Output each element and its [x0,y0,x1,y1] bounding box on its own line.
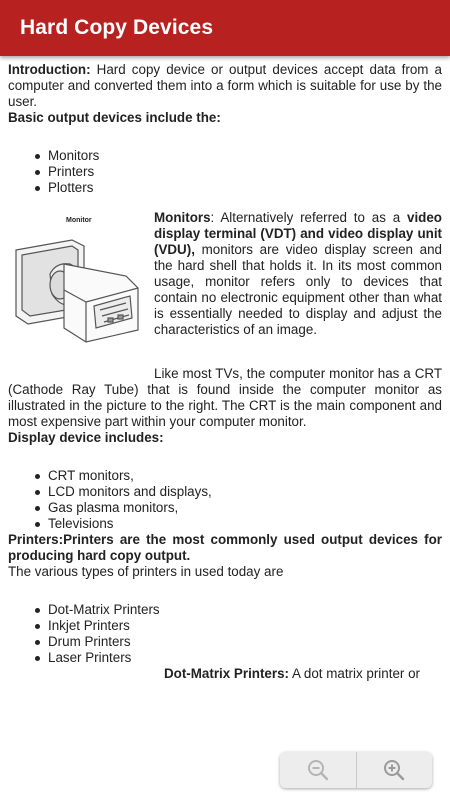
basic-devices-heading: Basic output devices include the: [8,110,221,125]
list-item: Gas plasma monitors, [33,500,442,516]
monitor-section [8,210,442,350]
monitor-illustration [8,210,148,350]
zoom-in-button[interactable] [356,752,433,788]
printer-types-intro: The various types of printers in used today are [8,564,284,579]
monitors-description: monitors are video display screen and the hard shell that holds it. In its most common usage, monitor refers only to devices that contain no electronic equipment other than what is essentially needed to display and adjust the characteristics of an image. [154,242,442,337]
list-item: Dot-Matrix Printers [33,602,442,618]
zoom-controls [280,752,432,788]
intro-paragraph [8,62,442,110]
list-item: LCD monitors and displays, [33,484,442,500]
display-devices-list [8,468,442,532]
list-item: Printers [33,164,442,180]
list-item: Televisions [33,516,442,532]
printer-types-list [8,602,442,666]
monitors-intro: : Alternatively referred to as a [210,210,408,225]
page-title: Hard Copy Devices [20,16,214,39]
printers-heading: Printers:Printers are the most commonly used output devices for producing hard copy output. [8,532,442,563]
list-item: CRT monitors, [33,468,442,484]
basic-devices-list [8,148,442,196]
dot-matrix-label: Dot-Matrix Printers: [164,666,289,681]
monitors-label: Monitors [154,210,211,225]
app-bar [0,0,450,56]
list-item: Plotters [33,180,442,196]
list-item: Monitors [33,148,442,164]
list-item: Laser Printers [33,650,442,666]
zoom-out-button[interactable] [280,752,356,788]
dot-matrix-paragraph [8,666,442,682]
list-item: Drum Printers [33,634,442,650]
article-content [8,62,442,682]
zoom-in-icon [382,758,406,782]
dot-matrix-text: A dot matrix printer or [289,666,420,681]
intro-text: Hard copy device or output devices accept data from a computer and converted them into a form which is suitable for use by the user. [8,62,442,109]
monitor-crt-diagram [8,210,148,350]
monitors-vdt-term: video display terminal (VDT) and video display unit (VDU), [154,210,442,257]
zoom-out-icon [306,758,330,782]
crt-paragraph: Like most TVs, the computer monitor has a CRT (Cathode Ray Tube) that is found inside the computer monitor as illustrated in the picture to the right. The CRT is the main component and most expensive part within your computer monitor. [8,366,442,429]
figure-label: Monitor [66,217,92,224]
intro-label: Introduction: [8,62,91,77]
display-devices-heading: Display device includes: [8,430,164,445]
list-item: Inkjet Printers [33,618,442,634]
